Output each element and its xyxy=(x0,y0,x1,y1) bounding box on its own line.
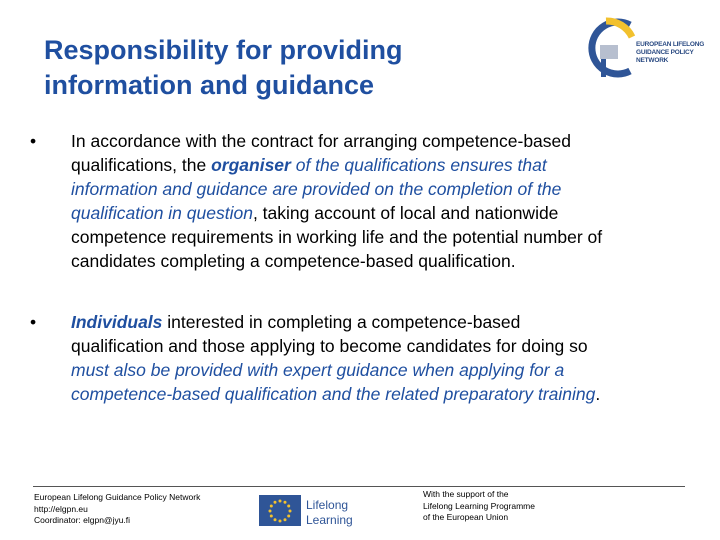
text-run: competence-based qualification and the related preparatory training xyxy=(71,384,596,404)
logo-gray-block xyxy=(600,45,618,59)
bullet-1-text xyxy=(71,129,691,273)
bullet-line xyxy=(71,249,691,273)
footer-support-line-2: Lifelong Learning Programme xyxy=(423,500,535,511)
text-run: , taking account of local and nationwide xyxy=(252,203,559,223)
lifelong-learning-logo xyxy=(259,494,360,528)
text-run: qualifications, the xyxy=(71,155,212,175)
footer-right xyxy=(423,489,535,524)
footer-left xyxy=(34,492,200,527)
footer-website-link[interactable]: http://elgpn.eu xyxy=(34,503,88,514)
bullet-line xyxy=(71,382,691,406)
bullet-1 xyxy=(30,129,690,279)
bullet-line xyxy=(71,153,691,177)
footer-support-line-1: With the support of the xyxy=(423,489,509,499)
footer-coordinator: Coordinator: elgpn@jyu.fi xyxy=(34,515,131,525)
bullet-dot: • xyxy=(30,131,37,151)
logo-text-line-3: NETWORK xyxy=(636,57,669,64)
logo-text-line-2: GUIDANCE POLICY xyxy=(636,49,694,56)
text-run: competence requirements in working life and the potential number of xyxy=(71,227,603,247)
logo-bar xyxy=(601,59,606,77)
text-run: candidates completing a competence-based qualification. xyxy=(71,251,516,271)
text-run: of the qualifications ensures that xyxy=(290,155,547,175)
program-logo-line-2: Learning xyxy=(306,513,353,527)
slide-title-line-2: information and guidance xyxy=(44,70,375,100)
text-run: must also be provided with expert guidance when applying for a xyxy=(71,360,565,380)
bullet-2 xyxy=(30,310,690,410)
bullet-line xyxy=(71,129,691,153)
elgpn-logo-text xyxy=(636,41,704,65)
emphasis-individuals: Individuals xyxy=(71,312,163,332)
logo-text-line-1: EUROPEAN LIFELONG xyxy=(636,41,705,48)
footer-divider xyxy=(33,486,685,487)
emphasis-organiser: organiser xyxy=(211,155,291,175)
text-run: interested in completing a competence-based xyxy=(162,312,521,332)
bullet-2-text xyxy=(71,310,691,406)
bullet-line xyxy=(71,201,691,225)
bullet-line xyxy=(71,225,691,249)
footer-network-name: European Lifelong Guidance Policy Network xyxy=(34,492,201,502)
bullet-line xyxy=(71,358,691,382)
text-run: qualification and those applying to become candidates for doing so xyxy=(71,336,588,356)
bullet-dot: • xyxy=(30,312,37,332)
bullet-line xyxy=(71,177,691,201)
slide-title-line-1: Responsibility for providing xyxy=(44,35,403,65)
bullet-line xyxy=(71,310,691,334)
footer-support-line-3: of the European Union xyxy=(423,512,509,522)
program-logo-line-1: Lifelong xyxy=(306,498,349,512)
text-run: . xyxy=(595,384,601,404)
text-run: In accordance with the contract for arranging competence-based xyxy=(71,131,572,151)
slide-title xyxy=(44,33,544,103)
text-run: qualification in question xyxy=(71,203,253,223)
text-run: information and guidance are provided on the completion of the xyxy=(71,179,562,199)
bullet-line xyxy=(71,334,691,358)
